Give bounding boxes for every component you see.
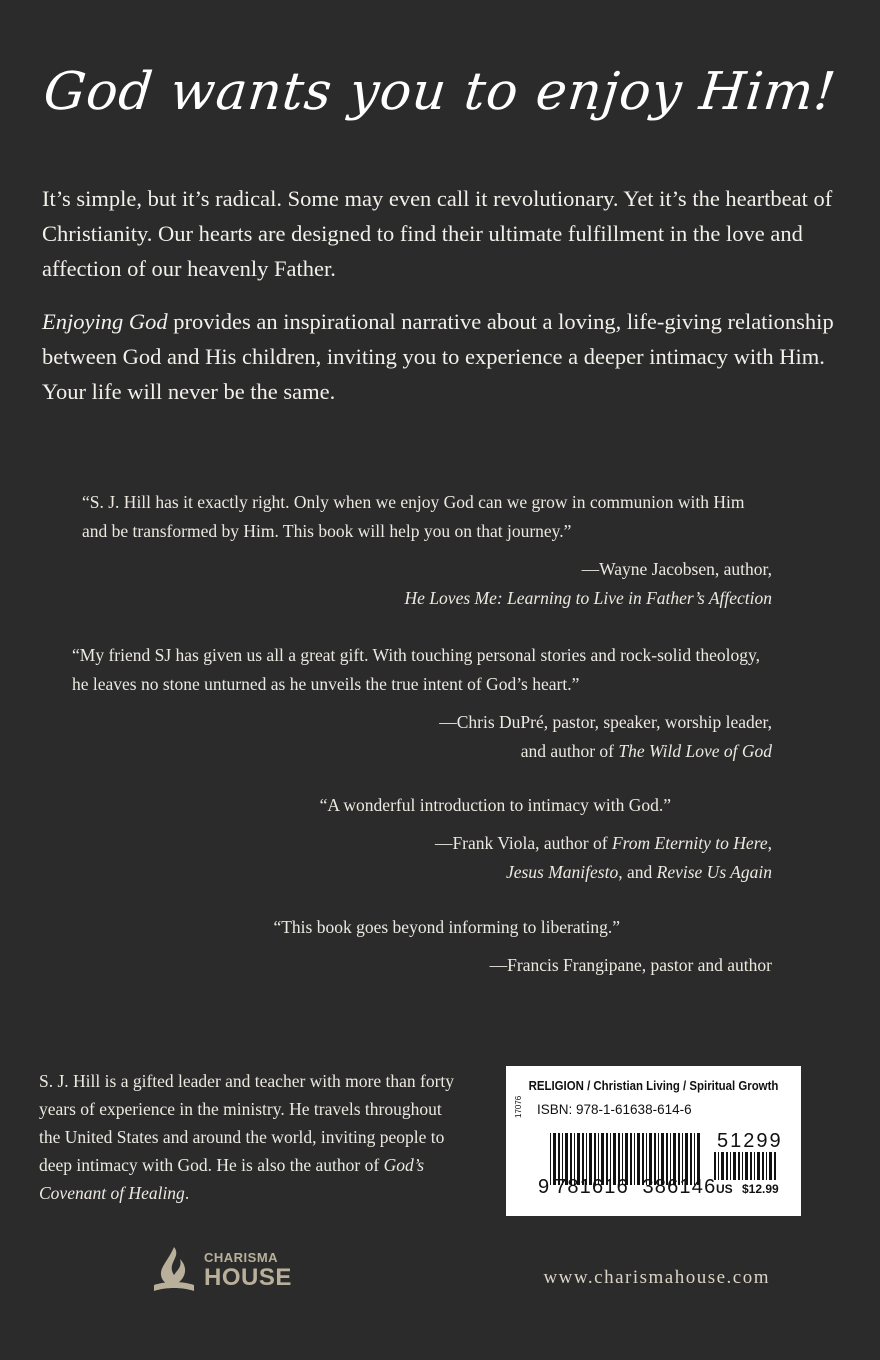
barcode-bar (754, 1152, 755, 1180)
barcode-bar (750, 1152, 752, 1180)
isbn-text: ISBN: 978-1-61638-614-6 (537, 1102, 692, 1117)
attribution-suffix: , (767, 833, 772, 853)
intro-paragraph-1: It’s simple, but it’s radical. Some may even call it revolutionary. Yet it’s the heartbeat of Christianity. Our hearts are designed to find their ultimate fulfillment in the love and affection of our heavenly Father. (42, 186, 833, 281)
endorsement-quote: “S. J. Hill has it exactly right. Only when we enjoy God can we grow in communion with Him and be transformed by Him. This book will help you on that journey.” (82, 492, 745, 541)
endorsement-4 (273, 913, 772, 980)
barcode-bar (721, 1152, 724, 1180)
barcode-bar (766, 1152, 767, 1180)
endorsement-book-title: He Loves Me: Learning to Live in Father’s Affection (404, 588, 772, 608)
endorsement-attribution-line-2 (72, 737, 772, 766)
endorsement-book-title: From Eternity to Here (611, 833, 768, 853)
addon-digits: 51299 (717, 1130, 783, 1152)
barcode-bar (745, 1152, 748, 1180)
endorsement-attribution: —Wayne Jacobsen, author, (581, 559, 772, 579)
publisher-url: www.charismahouse.com (543, 1267, 770, 1288)
barcode-label (506, 1066, 801, 1216)
bio-end: . (184, 1183, 190, 1203)
endorsement-attribution: —Chris DuPré, pastor, speaker, worship leader, (439, 712, 772, 732)
bio-text: S. J. Hill is a gifted leader and teacher with more than forty years of experience in the ministry. He travels throughout the United States and around the world, inviting people to deep intimacy with God. He is also the author of (39, 1071, 455, 1175)
endorsement-attribution (320, 829, 772, 858)
intro-paragraph-2-text: provides an inspirational narrative about a loving, life-giving relationship between God and His children, inviting you to experience a deeper intimacy with Him. Your life will never be the same. (42, 309, 834, 404)
endorsement-2 (72, 641, 772, 766)
side-code: 17076 (514, 1095, 523, 1118)
publisher-line-1: CHARISMA (204, 1250, 279, 1265)
price-label: US (716, 1182, 733, 1196)
barcode-bar (738, 1152, 740, 1180)
publisher-name (204, 1251, 292, 1290)
price: $12.99 (742, 1182, 779, 1196)
barcode-bar (550, 1133, 551, 1185)
barcode-bar (762, 1152, 764, 1180)
endorsement-1 (82, 488, 772, 613)
barcode-bar (757, 1152, 760, 1180)
endorsement-quote: “A wonderful introduction to intimacy with God.” (319, 795, 671, 815)
attribution-prefix: and author of (520, 741, 619, 761)
endorsement-quote: “This book goes beyond informing to liberating.” (273, 917, 620, 937)
book-title: Enjoying God (42, 309, 168, 334)
endorsement-attribution: —Francis Frangipane, pastor and author (489, 955, 772, 975)
barcode-bar (730, 1152, 731, 1180)
bio-book-title: God’s Covenant of Healing (39, 1155, 425, 1203)
barcode-bar (742, 1152, 743, 1180)
intro-paragraph-2 (42, 304, 842, 409)
endorsement-quote: “My friend SJ has given us all a great gift. With touching personal stories and rock-solid theology, he leaves no stone unturned as he unveils the true intent of God’s heart.” (72, 645, 760, 694)
attribution-prefix: —Frank Viola, author of (434, 833, 612, 853)
addon-barcode (714, 1152, 778, 1180)
bisac-category: RELIGION / Christian Living / Spiritual Growth (528, 1078, 779, 1093)
intro-copy (42, 181, 842, 427)
publisher-line-2: HOUSE (204, 1264, 292, 1291)
endorsement-attribution-line-2 (320, 858, 772, 887)
attribution-joiner: , and (618, 862, 657, 882)
flame-icon (152, 1245, 196, 1297)
endorsement-book-title: Revise Us Again (656, 862, 772, 882)
endorsement-3 (320, 791, 772, 887)
ean-first-digit: 9 (538, 1176, 550, 1198)
barcode-bar (733, 1152, 736, 1180)
barcode-bar (726, 1152, 728, 1180)
ean-digits: 781616 386146 (555, 1176, 717, 1198)
barcode-bar (774, 1152, 776, 1180)
barcode-bar (718, 1152, 719, 1180)
author-bio (39, 1067, 459, 1207)
barcode-bar (769, 1152, 772, 1180)
headline: God wants you to enjoy Him! (40, 62, 840, 122)
endorsement-book-title: The Wild Love of God (618, 741, 772, 761)
publisher-logo (152, 1245, 302, 1297)
endorsement-book-title: Jesus Manifesto (505, 862, 619, 882)
